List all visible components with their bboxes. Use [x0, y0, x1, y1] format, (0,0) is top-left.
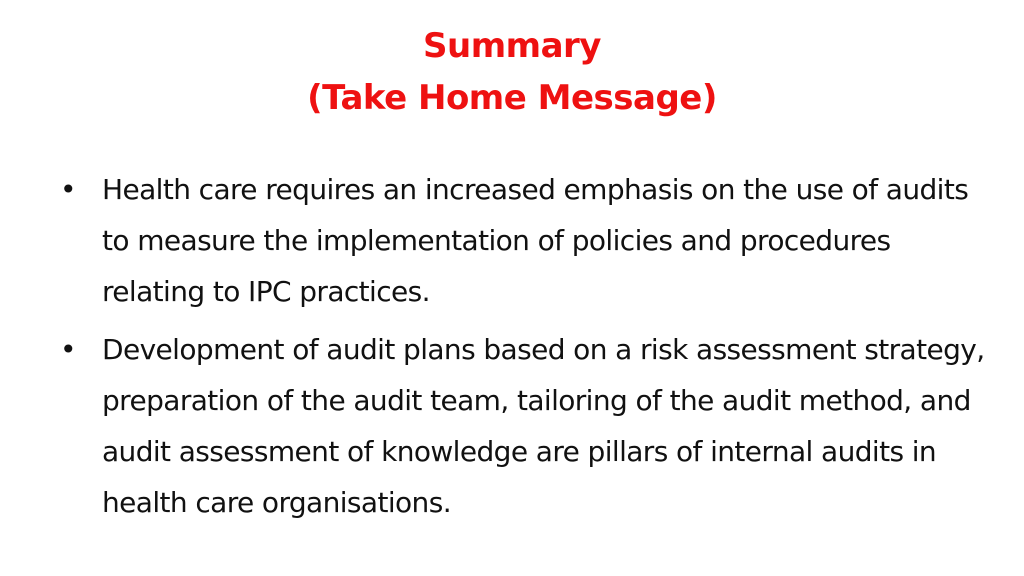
- bullet-text: Health care requires an increased emphasis on the use of audits to measure the implementation of policies and procedures relating to IPC practices.: [102, 173, 969, 308]
- slide-title: [0, 20, 1024, 124]
- title-line-1: Summary: [423, 26, 601, 66]
- bullet-item: [60, 324, 990, 528]
- bullet-text: Development of audit plans based on a risk assessment strategy, preparation of the audit team, tailoring of the audit method, and audit assessment of knowledge are pillars of internal audits in health care organisations.: [102, 333, 985, 519]
- bullet-item: [60, 164, 990, 317]
- title-line-2: (Take Home Message): [307, 78, 717, 118]
- bullet-icon: •: [60, 173, 76, 206]
- bullet-icon: •: [60, 333, 76, 366]
- bullet-list: [60, 164, 990, 535]
